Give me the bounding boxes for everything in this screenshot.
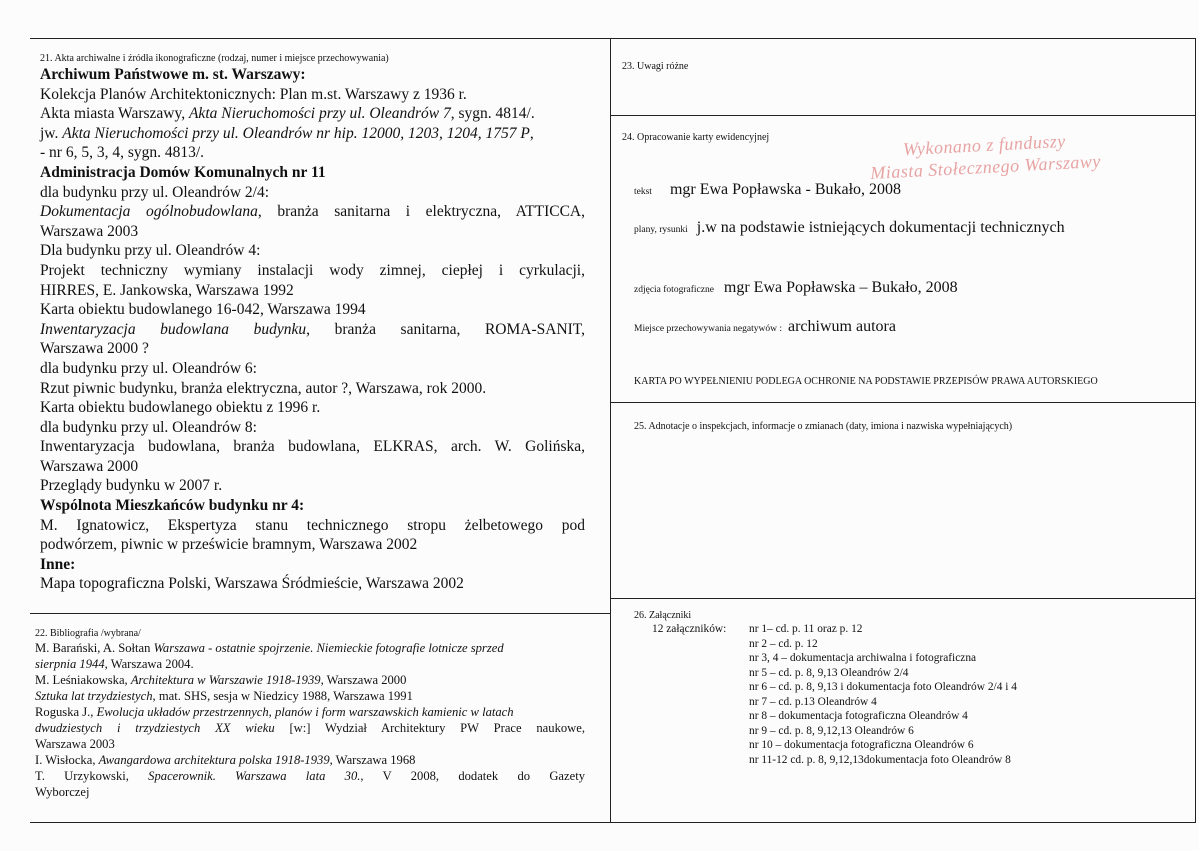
attachment-item — [652, 724, 1172, 739]
left-divider-21-22 — [30, 613, 610, 614]
source-line: M. Ignatowicz, Ekspertyza stanu technicznego stropu żelbetowego pod — [40, 516, 585, 534]
funding-stamp: Wykonano z funduszy Miasta Stołecznego Warszawy — [869, 130, 1102, 184]
attachment-item — [652, 651, 1172, 666]
copyright-note: KARTA PO WYPEŁNIENIU PODLEGA OCHRONIE NA PODSTAWIE PRZEPISÓW PRAWA AUTORSKIEGO — [634, 376, 1098, 387]
section-23 — [622, 60, 688, 73]
attachment-item — [652, 622, 1172, 637]
source-line: jw. Akta Nieruchomości przy ul. Oleandrów nr hip. 12000, 1203, 1204, 1757 P, — [40, 124, 534, 142]
attachment-item — [652, 709, 1172, 724]
source-line: Inwentaryzacja budowlana budynku, branża sanitarna, ROMA-SANIT, — [40, 320, 585, 338]
section-26-label: 26. Załączniki — [634, 610, 692, 621]
attachment-text: nr 5 – cd. p. 8, 9,13 Oleandrów 2/4 — [749, 666, 909, 679]
attachment-text: nr 7 – cd. p.13 Oleandrów 4 — [749, 695, 877, 708]
field-plans — [634, 219, 1065, 237]
source-line: Warszawa 2003 — [40, 222, 139, 240]
bibliography-entry: T. Urzykowski, Spacerownik. Warszawa lata 30., V 2008, dodatek do Gazety — [35, 769, 585, 783]
section-23-label: 23. Uwagi różne — [622, 61, 689, 72]
source-line: dla budynku przy ul. Oleandrów 8: — [40, 418, 257, 436]
source-line: Inwentaryzacja budowlana, branża budowlana, ELKRAS, arch. W. Golińska, — [40, 438, 585, 456]
bibliography-entry: M. Leśniakowska, Architektura w Warszawie 1918-1939, Warszawa 2000 — [35, 673, 407, 687]
field-value: j.w na podstawie istniejących dokumentacji technicznych — [696, 219, 1065, 236]
source-line: - nr 6, 5, 3, 4, sygn. 4813/. — [40, 144, 205, 162]
field-value: archiwum autora — [788, 318, 896, 335]
field-text-author — [634, 181, 901, 199]
source-line: Dla budynku przy ul. Oleandrów 4: — [40, 242, 261, 260]
right-frame-edge — [1195, 38, 1196, 822]
right-divider-24-25 — [610, 402, 1196, 403]
bibliography-entry: M. Barański, A. Sołtan Warszawa - ostatnie spojrzenie. Niemieckie fotografie lotnicze sprzed — [35, 641, 504, 655]
source-line: Akta miasta Warszawy, Akta Nieruchomości przy ul. Oleandrów 7, sygn. 4814/. — [40, 105, 535, 123]
section-26 — [634, 609, 691, 622]
source-line: Warszawa 2000 ? — [40, 340, 149, 358]
bibliography-entry: Wyborczej — [35, 785, 90, 799]
bibliography-entry: Sztuka lat trzydziestych, mat. SHS, sesja w Niedzicy 1988, Warszawa 1991 — [35, 689, 413, 703]
attachments-count: 12 załączników: — [652, 623, 727, 635]
source-line: dla budynku przy ul. Oleandrów 2/4: — [40, 183, 270, 201]
bibliography-entry: Roguska J., Ewolucja układów przestrzennych, planów i form warszawskich kamienic w latach — [35, 705, 514, 719]
bibliography-entry: dwudziestych i trzydziestych XX wieku [w:] Wydział Architektury PW Prace naukowe, — [35, 721, 585, 735]
attachment-text: nr 6 – cd. p. 8, 9,13 i dokumentacja foto Oleandrów 2/4 i 4 — [749, 681, 1017, 693]
source-line: Karta obiektu budowlanego obiektu z 1996 r. — [40, 399, 321, 417]
attachment-item — [652, 738, 1172, 753]
attachment-text: nr 1– cd. p. 11 oraz p. 12 — [749, 623, 863, 635]
source-line: Rzut piwnic budynku, branża elektryczna, autor ?, Warszawa, rok 2000. — [40, 379, 487, 397]
source-line: dla budynku przy ul. Oleandrów 6: — [40, 359, 257, 377]
source-line: Projekt techniczny wymiany instalacji wody zimnej, ciepłej i cyrkulacji, — [40, 261, 585, 279]
attachment-text: nr 8 – dokumentacja fotograficzna Oleandrów 4 — [749, 710, 968, 722]
attachment-item — [652, 680, 1172, 695]
attachment-text: nr 11-12 cd. p. 8, 9,12,13dokumentacja foto Oleandrów 8 — [749, 753, 1011, 766]
bibliography-entry: Warszawa 2003 — [35, 737, 115, 751]
source-line: HIRRES, E. Jankowska, Warszawa 1992 — [40, 281, 294, 299]
section-25 — [634, 420, 1012, 433]
attachment-text: nr 10 – dokumentacja fotograficzna Oleandrów 6 — [749, 739, 974, 751]
field-label: tekst — [634, 187, 652, 197]
attachment-text: nr 9 – cd. p. 8, 9,12,13 Oleandrów 6 — [749, 724, 914, 737]
field-value: mgr Ewa Popławska – Bukało, 2008 — [723, 279, 958, 296]
bottom-rule-left — [30, 822, 610, 823]
attachment-item — [652, 753, 1172, 768]
other-heading: Inne: — [40, 555, 76, 573]
section-21-label: 21. Akta archiwalne i źródła ikonograficzne (rodzaj, numer i miejsce przechowywania) — [40, 53, 389, 64]
section-22 — [35, 627, 585, 800]
field-photos — [634, 279, 958, 297]
admin-heading: Administracja Domów Komunalnych nr 11 — [40, 163, 326, 181]
source-line: Warszawa 2000 — [40, 457, 139, 475]
attachment-item — [652, 695, 1172, 710]
field-negatives — [634, 318, 896, 336]
right-divider-23-24 — [610, 115, 1196, 116]
source-line: Karta obiektu budowlanego 16-042, Warszawa 1994 — [40, 301, 366, 319]
right-divider-25-26 — [610, 598, 1196, 599]
column-divider — [610, 38, 611, 822]
field-label: plany, rysunki — [634, 225, 688, 235]
attachment-item — [652, 666, 1172, 681]
source-line: Mapa topograficzna Polski, Warszawa Śródmieście, Warszawa 2002 — [40, 575, 464, 593]
bottom-rule-right — [610, 822, 1196, 823]
source-line: Kolekcja Planów Architektonicznych: Plan m.st. Warszawy z 1936 r. — [40, 85, 467, 103]
source-line: Dokumentacja ogólnobudowlana, branża sanitarna i elektryczna, ATTICCA, — [40, 203, 585, 221]
section-25-label: 25. Adnotacje o inspekcjach, informacje o zmianach (daty, imiona i nazwiska wypełniających) — [634, 421, 1013, 432]
field-value: mgr Ewa Popławska - Bukało, 2008 — [669, 181, 902, 198]
attachment-text: nr 2 – cd. p. 12 — [749, 637, 818, 650]
section-22-label: 22. Bibliografia /wybrana/ — [35, 628, 141, 639]
attachment-text: nr 3, 4 – dokumentacja archiwalna i fotograficzna — [749, 652, 977, 664]
top-rule — [30, 38, 1196, 39]
section-21 — [40, 52, 585, 594]
field-label: zdjęcia fotograficzne — [634, 285, 714, 295]
source-line: Przeglądy budynku w 2007 r. — [40, 477, 223, 495]
attachment-item — [652, 637, 1172, 652]
section-24-label: 24. Opracowanie karty ewidencyjnej — [622, 132, 770, 143]
field-label: Miejsce przechowywania negatywów : — [634, 324, 782, 334]
attachments-list — [652, 622, 1172, 767]
source-line: podwórzem, piwnic w prześwicie bramnym, Warszawa 2002 — [40, 536, 418, 554]
bibliography-entry: sierpnia 1944, Warszawa 2004. — [35, 657, 194, 671]
community-heading: Wspólnota Mieszkańców budynku nr 4: — [40, 497, 305, 515]
archive-heading: Archiwum Państwowe m. st. Warszawy: — [40, 66, 306, 83]
bibliography-entry: I. Wisłocka, Awangardowa architektura polska 1918-1939, Warszawa 1968 — [35, 753, 416, 767]
